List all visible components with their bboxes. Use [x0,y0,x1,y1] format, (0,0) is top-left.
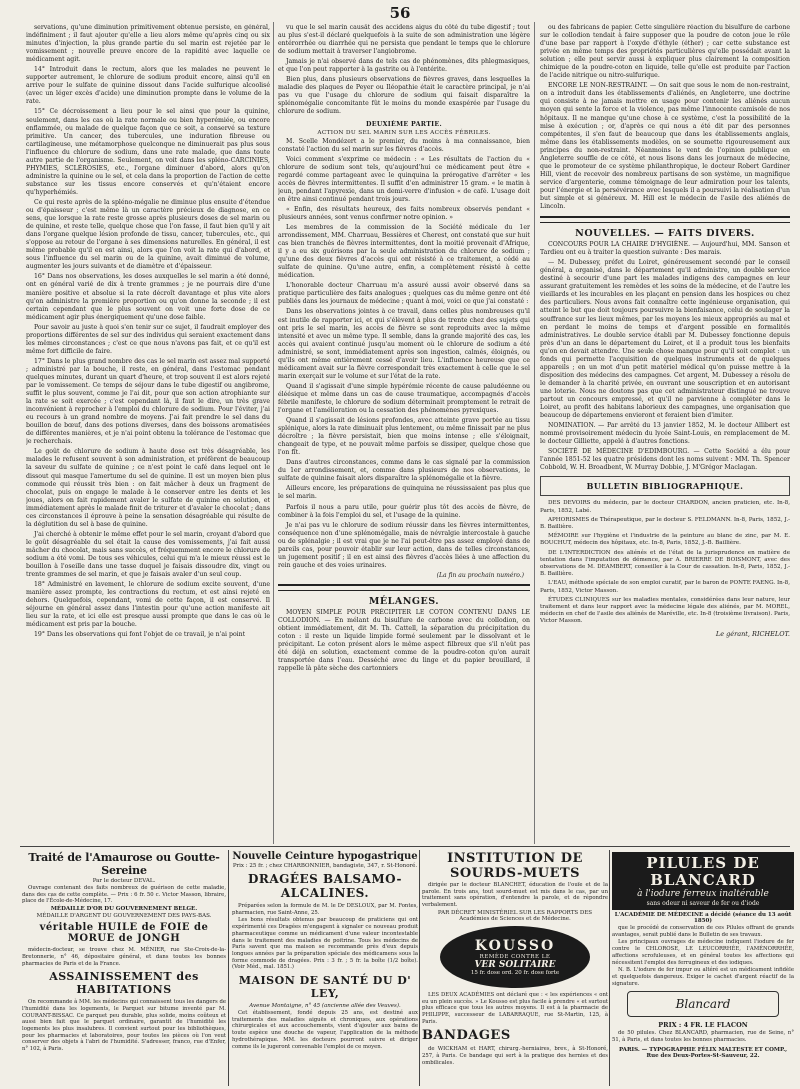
printer-imprint: PARIS. — TYPOGRAPHIE FÉLIX MALTESTE ET COMP., Rue des Deux-Portes-St-Sauveur, 22. [618,1046,788,1059]
paragraph: 18° Administré en lavement, le chlorure de sodium excite souvent, d'une manière assez prompte, les contractions du rectum, et est ainsi rejeté en dehors. Quelquefois, cependant, vomi de cette façon, il est conservé. Il séjourne en général assez dans l'intestin pour qu'une action manifeste ait lieu sur la rate, et ici elle est presque aussi prompte que dans le cas où le médicament est pris par la bouche. [26,581,270,629]
paragraph: Dans les observations jointes à ce travail, dans celles plus nombreuses qu'il est inutile de rapporter ici, et qui s'élèvent à plus de trente chez des sujets qui ont pris le sel marin, les accès de fièvre se sont reproduits avec la même intensité et avec un même type. Il semble, dans la grande majorité des cas, les accès qui avaient continué jusqu'au moment où le chlorure de sodium a été administré, se sont, immédiatement après son ingestion, calmés, éloignés, ou qu'ils ont même entièrement cessé d'avoir lieu. L'influence heureuse que ce médicament avait sur la fièvre correspondait très exactement à celle que le sel marin exerçait sur le volume et sur l'état de la rate. [278,308,530,380]
paragraph: Pour savoir au juste à quoi s'en tenir sur ce sujet, il faudrait employer des proportions différentes de sel sur des individus qui seraient exactement dans les mêmes circonstances ; c'est ce que nous n'avons pas fait, et ce qu'il est même fort difficile de faire. [26,323,270,355]
column-3 [540,24,790,842]
paragraph: Les membres de la commission de la Société médicale du 1er arrondissement, MM. Charruau, Bessières et Cherest, ont constaté que sur huit cas bien tranchés de fièvres intermittentes, dont la moitié provenait d'Afrique, il y a eu six guérisons par la seule administration du chlorure de sodium ; qu'une des deux fièvres d'accès qui ont résisté à ce traitement, a cédé au sulfate de quinine. Qu'une autre, enfin, a complètement résisté à cette médication. [278,223,530,280]
paragraph: Ce qui reste après de la spléno-mégalie ne diminue plus ensuite d'étendue ou d'épaisseur ; c'est même là un caractère précieux de diagnose, en ce sens, que lorsque la rate reste grosse après plusieurs doses de sel marin ou de quinine, et reste telle, quelque chose que l'on fasse, il faut bien qu'il y ait dans l'organe quelque lésion profonde de tissu, cancer, tubercules, etc., qui s'oppose au retour de l'organe à ses dimensions naturelles. En général, il est même probable qu'il en est ainsi, alors que l'on voit la rate qui d'abord, et sous l'influence du sel marin ou de la quinine, avait diminué de volume, augmenter les jours suivants et de diamètre et d'épaisseur. [26,198,270,271]
bibliography-list [540,500,790,625]
signature: Le gérant, RICHELOT. [715,629,790,638]
ad-dragees-title: DRAGÉES BALSAMO-ALCALINES. [247,872,403,900]
melanges-heading: MÉLANGES. [368,595,440,607]
paragraph: M. Scelle Mondézert a le premier, du moins à ma connaissance, bien constaté l'action du sel marin sur les fièvres d'accès. [278,137,530,153]
bibliography-entry: MÉMOIRE sur l'hygiène et l'industrie de la peinture au blanc de zinc, par M. E. BOUCHUT, médecin des hôpitaux, etc. In-8, Paris, 1852, J.-B. Baillière. [540,533,790,547]
ad-rule [419,850,420,1086]
paragraph: Ailleurs encore, les préparations de quinquina ne réussissaient pas plus que le sel marin. [278,485,530,501]
ad-assainissement-title: ASSAINISSEMENT des HABITATIONS [49,970,199,997]
bibliography-entry: DE L'INTERDICTION des aliénés et de l'état de la jurisprudence en matière de tentation dans l'imputation de démence, par A. BRIERRE DE BOISMONT, avec des observations de M. DEAMBERT, conseiller à la Cour de cassation. In-8, Paris, 1852, J.-B. Baillière. [540,549,790,578]
column-1 [26,24,270,842]
ads-divider [20,846,790,847]
paragraph: Quand il s'agissait de lésions profondes, avec atteinte grave portée au tissu splénique, alors la rate diminuait plus lentement, ou même finissait par ne plus décroître ; la fièvre persistait, bien que moins intense ; elle s'éloignait, changeait de type, et ne pouvait même parfois se dissiper, quelque chose que l'on fît. [278,417,530,457]
section-title: DEUXIÈME PARTIE. [365,120,443,128]
kousso-name: KOUSSO [474,937,556,954]
kousso-line: VER SOLITAIRE [474,959,556,970]
ad-medal: MÉDAILLE D'OR DU GOUVERNEMENT BELGE. [50,906,198,913]
paragraph: J'ai cherché à obtenir le même effet pour le sel marin, croyant d'abord que le goût désagréable du sel était la cause des vomissements, j'ai fait aussi mâcher du chocolat, mais sans succès, et fréquemment encore le chlorure de sodium a été vomi. De tous ses véhicules, celui qui m'a le mieux réussi est le bouillon à l'oseille dans une tasse duquel je faisais dissoudre dix, vingt ou trente grammes de sel marin, et que je faisais avaler d'un seul coup. [26,530,270,579]
kousso-line: REMÈDE CONTRE LE [479,953,551,960]
paragraph: 16° Dans nos observations, les doses auxquelles le sel marin a été donné, ont en général varié de dix à trente grammes ; je ne pourrais dire d'une manière positive et absolue si la rate décroît davantage et plus vite alors qu'on administre la première proportion ou qu'on donne la seconde ; il est certain cependant que le plus souvent on voit une forte dose de ce médicament agir plus énergiquement qu'une dose faible. [26,273,270,321]
bibliography-entry: DES DEVOIRS du médecin, par le docteur CHARDON, ancien praticien, etc. In-8, Paris, 1852, Labé. [540,500,790,514]
ad-text: LES DEUX ACADÉMIES ont déclaré que : « les expériences « ont eu un plein succès. » Le Kousso est plus facile à prendre « et surtout plus efficace que tous les autres moyens. Il est à la pharmacie de PHILIPPE, successeur de LABARRAQUE, rue St-Martin, 125, à Paris. [422,991,608,1025]
ad-amaurose [22,850,226,1086]
kousso-emblem [440,926,590,988]
ad-byline: Par le docteur DEVAL. [92,878,156,884]
section-subtitle: ACTION DU SEL MARIN SUR LES ACCÈS FÉBRILES. [317,129,491,136]
ad-text: Cet établissement, fondé depuis 25 ans, est destiné aux traitements des maladies aiguës et chroniques, aux opérations chirurgicales et aux accouchements, vient d'ajouter aux bains de toute espèce une douche de vapeur, l'application de la méthode hydrothérapique. MM. les docteurs pourront suivre et diriger comme ils le jugeront convenable l'emploi de ce moyen. [232,1010,418,1050]
paragraph: SOCIÉTÉ DE MÉDECINE D'EDIMBOURG. — Cette Société a élu pour l'année 1851-52 les quatre présidens dont les noms suivent : MM. Th. Spencer Cobbold, W. H. Broadbent, W. Murray Dobbie, J. M'Grégor Maclagan. [540,448,790,472]
bibliography-heading: BULLETIN BIBLIOGRAPHIQUE. [540,476,790,496]
paragraph: 17° Dans le plus grand nombre des cas le sel marin est assez mal supporté ; administré par la bouche, il reste, en général, dans l'estomac pendant quelques minutes, durant un quart d'heure, et trop souvent il est alors rejeté par le vomissement. Ce temps de séjour dans le tube digestif ou angibrome, suffit le plus souvent, comme je l'ai dit, pour que son action atrophiante sur la rate se soit exercée ; c'est cependant là, il faut le dire, un très grave inconvénient à reprocher à l'emploi du chlorure de sodium. Pour l'éviter, j'ai eu recours à un grand nombre de moyens. J'ai fait prendre le sel dans du bouillon de bœuf, dans des potions diverses, dans des boissons aromatisées de différentes manières, et je n'ai point obtenu la tolérance de l'estomac que je recherchais. [26,357,270,446]
paragraph: Jamais je n'ai observé dans de tels cas de phénomènes, dits phlegmasiques, et que l'on peut rapporter à la gastrite ou à l'entérite. [278,58,530,74]
paragraph: — M. Dubessey, préfet du Loiret, généreusement secondé par le conseil général, a organisé, dans le département qu'il administre, un double service destiné à secourir d'une part les malades indigens des campagnes en leur assurant gratuitement les remèdes et les soins de la médecine, et de l'autre les vieillards et les incurables en les plaçant en pension dans les hospices ou chez des particuliers. Nous avons fait connaître cette ingénieuse organisation, qui atteint le but que doit toujours poursuivre la bienfaisance, celui de soulager la souffrance sur les lieux mêmes, par les moyens les mieux appropriés au mal et en perdant le moins de temps et d'argent possible en formalités administratives. Le double service établi par M. Dubessey fonctionne depuis près d'un an dans le département du Loiret, et il a produit tous les bienfaits qu'on en devait attendre. Une seule chose manque pour qu'il soit complet : un fonds qui permette l'acquisition de quelques instruments et de quelques appareils ; en un mot d'un petit matériel médical qu'on puisse mettre à la disposition des médecins des campagnes. Cet argent, M. Dubessey a résolu de le demander à la charité privée, en ouvrant une souscription et en autorisant une loterie. Nous ne doutons pas que cet administrateur distingué ne trouve partout un concours empressé, et qu'il ne parvienne à compléter dans le Loiret, au profit des habitans laborieux des campagnes, une organisation que beaucoup de départemens envieront et feraient bien d'imiter. [540,259,790,420]
ad-ceinture [232,850,418,1086]
bibliography-entry: L'EAU, méthode spéciale de son emploi curatif, par le baron de PONTE FAENG. In-8, Paris, 1852, Victor Masson. [540,580,790,594]
ad-rule [228,850,229,1086]
column-rule [534,22,535,844]
ad-text: de WICKHAM et HART, chirurg.-herniaires, brev., à St-Honoré, 257, à Paris. Ce bandage qui sert à la pratique des hernies et des ombilicales. [422,1046,608,1066]
paragraph: Quand il s'agissait d'une simple hypérémie récente de cause paludéenne ou éléésique et même dans un cas de cause traumatique, accompagnés d'accès fébrile manifeste, le chlorure de sodium déterminait promptement le retrait de l'organe et l'amélioration ou la cessation des phénomènes pyrexiques. [278,382,530,415]
paragraph: MOYEN SIMPLE POUR PRÉCIPITER LE COTON CONTENU DANS LE COLLODION. — En mélant du bisulfure de carbone avec du collodion, on obtient immédiatement, dit M. Th. Cattell, la séparation du précipitation du coton : il reste un liquide limpide formé seulement par le dissolvant et le précipitant. Le coton présent alors le même aspect filbreux que s'il n'eût pas été déjà en solution, exactement comme de la poudre-coton qu'on aurait transportée dans l'eau. Desséché avec du linge et du papier brouillard, il rappelle là pâte sèche des cartonniers [278,608,530,673]
paragraph: L'honorable docteur Charruau m'a assuré aussi avoir observé dans sa pratique particulière des faits analogues ; quelques cas du même genre ont été publiés dans les journaux de médecine ; quant à moi, voici ce que j'ai constaté : [278,282,530,306]
ad-text: Les bons résultats obtenus par beaucoup de praticiens qui ont expérimenté ces Dragées m'engagent à signaler ce nouveau produit pharmaceutique comme un médicament d'une valeur incontestable dans le traitement des maladies de poitrine. Tous les médecins de Paris savent que ma maison se recommande près d'eux depuis longues années par la préparation spéciale des médicamens sous la forme commode de dragées. Prix : 3 fr. ; 5 fr. la boîte (1/2 boîte). (Voir Méd., mal. 1851.) [232,917,418,971]
paragraph: Dans d'autres circonstances, comme dans le cas signalé par la commission du 1er arrondissement, et, comme dans plusieurs de nos observations, le sulfate de quinine faisait alors disparaître la splénomégalie et la fièvre. [278,459,530,483]
paragraph: ENCORE LE NON-RESTRAINT. — On sait que sous le nom de non-restraint, on a introduit dans les établissements d'aliénés, en Angleterre, une doctrine qui consiste à ne jamais mettre en usage pour contenir les aliénés aucun moyen qui sente la force et la violence, pas même l'innocente camisole de nos hôpitaux. Il ne manque qu'une chose à ce système, c'est la possibilité de la mise à exécution ; or, d'après ce qui nous a été dit par des personnes compétentes, il s'en faut de beaucoup que dans les établissements anglais, même dans les établissements modèles, on se soumette rigoureusement aux principes du non-restraint. Néanmoins le vent de l'opinion publique en Angleterre souffle de ce côté, et nous lisons dans les journaux de médecine, que le promoteur de ce système philanthropique, le docteur Robert Gardiner Hill, vient de recevoir des nombreux partisans de son système, un magnifique service d'argenterie, comme témoignage de leur admiration pour les talents, pour l'énergie et la persévérance avec lesquels il a poursuivi la réalisation d'un but simple et si généreux. M. Hill est le médecin de l'asile des aliénés de Lincoln. [540,82,790,211]
ad-price: PRIX : 4 FR. LE FLACON [658,1021,748,1030]
paragraph: Parfois il nous a paru utile, pour guérir plus tôt des accès de fièvre, de combiner à la fois l'emploi du sel, et l'usage de la quinine. [278,503,530,519]
paragraph: 19° Dans les observations qui font l'objet de ce travail, je n'ai point [34,631,246,639]
section-divider [278,584,530,591]
nouvelles-heading: NOUVELLES. — FAITS DIVERS. [575,228,755,240]
ad-approval: PAR DÉCRET MINISTÉRIEL SUR LES RAPPORTS DES Académies de Sciences et de Médecine. [437,909,593,922]
ad-subtitle: à l'iodure ferreux inaltérable [637,889,769,899]
bibliography-entry: APHORISMES de Thérapeutique, par le docteur S. FELDMANN. In-8, Paris, 1852, J.-B. Baillière. [540,516,790,530]
paragraph: « Enfin, des résultats heureux, des faits nombreux observés pendant « plusieurs années, sont venus confirmer notre opinion. » [278,205,530,221]
paragraph: 14° Introduit dans le rectum, alors que les malades ne peuvent le supporter autrement, le chlorure de sodium produit encore, ainsi qu'il en arrive pour le sulfate de quinine dissout dans l'acide sulfurique alcoolisé (avec un léger excès d'acide) une diminution prompte dans le volume de la rate. [26,66,270,106]
ad-approval: L'ACADÉMIE DE MÉDECINE a décidé (séance du 13 août 1850) [614,912,792,924]
paragraph: Je n'ai pas vu le chlorure de sodium réussir dans les fièvres intermittentes, conséquence non d'une splénomégalie, mais de névralgie intercostale à gauche ou de splénalgie ; il est vrai que je ne l'ai peut-être pas assez employé dans de pareils cas, pour pouvoir établir sur leur action, dans de telles circonstances, un jugement positif ; il en est ainsi des fièvres d'accès liées à une affection du rein gauche et des voies urinaires. [278,521,530,569]
signature-text: Blancard [675,997,731,1012]
ad-text: Ouvrage contenant des faits nombreux de guérison de cette maladie, dans des cas de cette complète. — Prix : 6 fr. 50 c. Victor Masson, libraire, place de l'École-de-Médecine, 17. [22,885,226,905]
kousso-price: 15 fr. dose ord. 20 fr. dose forte [470,969,560,976]
ad-title: INSTITUTION DE SOURDS-MUETS [447,851,583,881]
ad-byline: Prix : 25 fr. ; chez CHARBONNIER, bandagiste, 347, r. St-Honoré. [232,863,418,869]
ad-text: médecin-docteur, se trouve chez M. MÉNIER, rue Ste-Croix-de-la-Bretonnerie, n° 46, dépositaire général, et dans toutes les bonnes pharmacies de Paris et de la France. [22,947,226,967]
ad-text: Les principaux ouvrages de médecine indiquent l'iodure de fer contre le CHLOROSE, LE LEUCORRHÉE, l'AMÉNORRHÉE, affections scrofuleuses, et en général toutes les affections qui nécessitent l'emploi des ferrugineux et des iodiques. [612,939,794,966]
paragraph: ou des fabricans de papier. Cette singulière réaction du bisulfure de carbone sur le collodion tendait à faire supposer que la poudre de coton joue le rôle d'une base par rapport à l'oxyde d'éthyle (éther) ; car cette substance est privée en même temps des propriétés particulières qu'elle possédait avant la solution ; elle peut servir aussi à expliquer plus clairement la composition chimique de la poudre-coton en liquide, telle qu'elle est produite par l'action de l'acide nitrique ou nitro-sulfurique. [540,24,790,80]
paragraph: vu que le sel marin causât des accidens aigus du côté du tube digestif ; tout au plus s'est-il déclaré quelquefois à la suite de son administration une légère entérorrhée ou diarrhée qui ne persista que pendant le temps que le chlorure de sodium mettait à traverser l'angiobrome. [278,24,530,56]
ad-pilules-blancard [612,850,794,1086]
ad-text: dirigée par le docteur BLANCHET, éducation de l'ouïe et de la parole. En trois ans, tout sourd-muet est mis dans le cas, par un traitement sans opération, d'entendre la parole, et de répondre verbalement. [422,882,608,909]
bibliography-entry: ÉTUDES CLINIQUES sur les maladies mentales, considérées dans leur nature, leur traitement et dans leur rapport avec la médecine légale des aliénés, par M. MOREL, médecin en chef de l'asile des aliénés de Maréville, etc. In-8 (troisième livraison). Paris, Victor Masson. [540,596,790,625]
ad-text: que le procédé de conservation de ces Pilules offrant de grands avantages, serait publié dans le Bulletin de ses travaux. [612,925,794,938]
paragraph: 15° Ce décroissement a lieu pour le sel ainsi que pour la quinine, seulement, dans les cas où la rate normale ou bien hyperémiée, ou encore enflammée, ou malade de quelque façon que ce soit, a conservé sa texture primitive. Un cancer, des tubercules, une induration fibreuse ou cartilagineuse, une métamorphose quelconque ne diminuerait pas plus sous l'influence du chlorure de sodium, dans une rate malade, que dans toute autre partie de l'organisme. Seulement, on voit dans les spléno-CARCINIES, PHYMIES, SCLÉROSIES, etc., l'organe diminuer d'abord, alors qu'on administre la quinine ou le sel, et cela dans la proportion de l'action de cette substance sur les tissus encore conservés et qu'n'étaient encore qu'hyperhémiés. [26,108,270,196]
ad-maison-title: MAISON DE SANTÉ DU D' LEY, [238,974,412,1001]
ad-medal-2: MÉDAILLE D'ARGENT DU GOUVERNEMENT DES PAYS-BAS. [36,913,212,920]
paragraph: Le goût de chlorure de sodium à haute dose est très désagréable, les malades le refusent souvent à son administration, et préfèrent de beaucoup la saveur du sulfate de quinine ; ce n'est point le café dans lequel ont le dissout qui masque l'amertume du sel de quinine. Il est un moyen bien plus commode qui réussit très bien : on fait mâcher à deux un fragment de chocolat, puis on engage le malade à le conserver entre les dents et les joues, alors on fait rapidement avaler le sulfate de quinine en solution, et immédiatement après le malade finit de triturer et d'avaler le chocolat ; dans ces circonstances il éprouve à peine la sensation désagréable qui résulte de la déglutition du sel à base de quinine. [26,448,270,528]
ad-text: Préparées selon la formule de M. le Dr DESLOUX, par M. Fontes, pharmacien, rue Saint-Anne, 25. [232,903,418,916]
signature-stamp [627,991,779,1017]
paragraph: Voici comment s'exprime ce médecin : « Les résultats de l'action du « chlorure de sodium sont tels, qu'aujourd'hui ce médicament peut être « regardé comme partageant avec le quinquina la prérogative d'arrêter « les accès de fièvres intermittentes. Il suffit d'en administrer 15 gram. « le matin à jeun, pendant l'apyrexie, dans un demi-verre d'infusion « de café. L'usage doit en être ainsi continué pendant trois jours. [278,155,530,203]
ad-title: Nouvelle Ceinture hypogastrique [232,851,418,862]
ad-rule [609,850,610,1086]
page-number: 56 [389,4,411,22]
ad-text: On recommande à MM. les médecins qui connaissent tous les dangers de l'humidité dans les logements, le Parquet sur bitume inventé par M. COURANT-BISSAC. Ce parquet peu durable, plus solide, moins coûteux et aussi bien fait que le parquet ordinaire, garantit de l'humidité les logements les plus insalubres. Il convient surtout pour les bibliothèques, pour les pharmacies et laboratoires, pour toutes les pièces où l'on veut conserver des objets à l'abri de l'humidité. S'adresser, franco, rue d'Enfer, n° 102, à Paris. [22,999,226,1053]
continued-note: (La fin au prochain numéro.) [436,571,524,579]
column-rule [273,22,274,844]
section-divider [540,216,790,223]
ad-text: de 50 pilules. Chez BLANCARD, pharmacien, rue de Seine, n° 51, à Paris, et dans toutes les bonnes pharmacies. [612,1030,794,1044]
ad-text: N. B. L'iodure de fer impur ou altéré est un médicament infidèle et quelquefois dangereux. Exiger le cachet d'argent réactif de la signature. [612,967,794,987]
ad-title: Traité de l'Amaurose ou Goutte-Sereine [28,851,220,877]
pilules-header [612,852,794,910]
paragraph: CONCOURS POUR LA CHAIRE D'HYGIÈNE. — Aujourd'hui, MM. Sanson et Tardieu ont eu à traiter la question suivante : Des marais. [540,241,790,257]
ad-bandages-title: BANDAGES [422,1028,511,1044]
ad-title: PILULES DE BLANCARD [646,854,760,889]
ad-subtitle: sans odeur ni saveur de fer ou d'iode [646,900,760,907]
paragraph: NOMINATION. — Par arrêté du 13 janvier 1852, M. le docteur Allibert est nommé provisoirement médecin du lycée Saint-Louis, en remplacement de M. le docteur Gilliette, appelé à d'autres fonctions. [540,422,790,446]
column-2 [278,24,530,842]
paragraph: servations, qu'une diminution primitivement obtenue persiste, en général, indéfiniment ; il faut ajouter qu'elle a lieu alors même qu'après cinq ou six minutes d'injection, la plus grande partie du sel marin est rejetée par le vomissement ; nouvelle preuve encore de la rapidité avec laquelle ce médicament agit. [26,24,270,64]
ad-sourds-muets [422,850,608,1086]
ad-maison-sub: Avenue Montaigne, n° 45 (ancienne allée des Veuves). [249,1003,401,1010]
ad-huile-title: véritable HUILE de FOIE de MORUE de JONGH [39,922,209,945]
paragraph: Bien plus, dans plusieurs observations de fièvres graves, dans lesquelles la maladie des plaques de Peyer ou Iléopathie était le caractère principal, je n'ai pas vu que l'usage du chlorure de sodium qui faisait disparaître la splénomégalie concomitante fût le moins du monde exaspérée par l'usage du chlorure de sodium. [278,76,530,116]
